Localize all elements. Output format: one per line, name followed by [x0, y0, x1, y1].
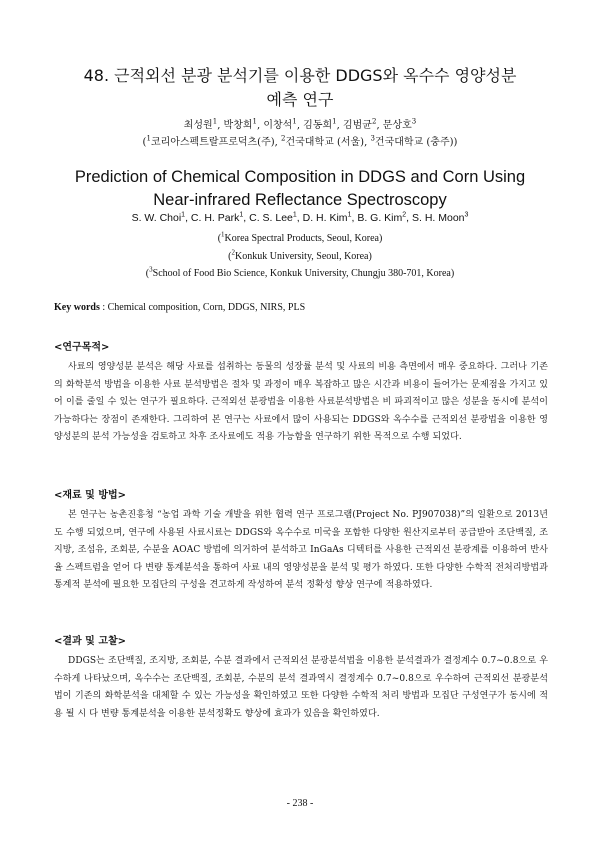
- section-heading: <연구목적>: [54, 342, 110, 353]
- section-body: 본 연구는 농촌진흥청 “농업 과학 기술 개발을 위한 협력 연구 프로그램(Project No. PJ907038)”의 일환으로 2013년도 수행 되었으며, 연구에 사용된 사료시료는 DDGS와 옥수수로 미국을 포함한 다양한 원산지로부터 공급받아 조단백질, 조지방, 조섬유, 조회분, 수분을 AOAC 방법에 의거하여 분석하고 InGaAs 디텍터를 사용한 근적외선 분광계를 이용하여 반사율 스펙트럼을 얻어 다 변량 통계분석을 통하여 사료 내의 영양성분을 분석 및 평가 하였다. 또한 다양한 수학적 전처리방법과 통계적 분석에 필요한 모집단의 구성을 견고하게 작성하여 분석 정확성 향상 연구에 적용하였다.: [54, 510, 548, 591]
- affiliation-text: 코리아스펙트랄프로덕츠(주),: [150, 137, 282, 148]
- korean-author-list: 최성원$^1$, 박창희$^1$, 이창석$^1$, 김동희$^1$, 김범균$^2$, 문상호$^3$: [183, 117, 417, 131]
- keywords: [54, 302, 546, 313]
- korean-title-line-1: 48. 근적외선 분광 분석기를 이용한 DDGS와 옥수수 영양성분: [83, 66, 517, 85]
- english-affiliation-3: ($^3$School of Food Bio Science, Konkuk University, Chungju 380-701, Korea): [145, 265, 455, 279]
- affiliation-superscript: 1: [221, 230, 225, 239]
- section-heading: <재료 및 방법>: [54, 490, 127, 501]
- section-purpose: [54, 338, 548, 447]
- author-name: 박창희: [223, 120, 253, 131]
- korean-title: [40, 64, 560, 112]
- section-body: DDGS는 조단백질, 조지방, 조회분, 수분 결과에서 근적외선 분광분석법을 이용한 분석결과가 결정계수 0.7~0.8으로 우수하게 나타났으며, 옥수수는 조단백질, 조회분, 수분의 분석 결과역시 결정계수 0.7~0.8으로 우수하여 근적외선 분광분석법이 기존의 화학분석을 대체할 수 있는 가능성을 확인하였고 또한 다양한 수학적 처리 방법과 모집단 구성연구가 동시에 적용 될 시 다 변량 통계분석을 이용한 분석정확도 향상에 효과가 있음을 확인하였다.: [54, 656, 548, 719]
- author-superscript: 1: [181, 211, 186, 219]
- author-superscript: 1: [252, 117, 257, 126]
- author-name: 김동희: [303, 120, 333, 131]
- author-name: S. W. Choi: [131, 212, 182, 224]
- english-affiliation-2: ($^2$Konkuk University, Seoul, Korea): [228, 248, 372, 262]
- author-name: C. H. Park: [190, 212, 240, 224]
- author-name: 최성원: [183, 120, 213, 131]
- author-superscript: 2: [402, 211, 407, 219]
- korean-title-line-2: 예측 연구: [266, 90, 334, 109]
- english-title-line-1: Prediction of Chemical Composition in DDGS and Corn Using: [74, 168, 526, 186]
- affiliation-text: 건국대학교 (서울),: [285, 137, 371, 148]
- author-name: 이창석: [263, 120, 293, 131]
- author-name: D. H. Kim: [302, 212, 348, 224]
- english-title: [30, 166, 570, 212]
- author-superscript: 3: [464, 211, 469, 219]
- english-affiliation-1: ($^1$Korea Spectral Products, Seoul, Korea): [217, 230, 383, 244]
- section-body: 사료의 영양성분 분석은 해당 사료를 섭취하는 동물의 성장률 분석 및 사료의 비용 측면에서 매우 중요하다. 그러나 기존의 화학분석 방법을 이용한 사료 분석방법은 절차 및 과정이 매우 복잡하고 많은 시간과 비용이 들어가는 문제점을 가지고 있어 이를 줄일 수 있는 연구가 필요하다. 근적외선 분광법을 이용한 사료분석방법은 비 파괴적이고 많은 성분을 동시에 분석이 가능하다는 장점이 존재한다. 그리하여 본 연구는 사료에서 많이 사용되는 DDGS와 옥수수를 근적외선 분광법을 이용한 영양성분의 분석 가능성을 검토하고 차후 조사료에도 적용 가능함을 연구하기 위한 목적으로 수행 되었다.: [54, 362, 548, 443]
- korean-affiliation: ($^1$코리아스펙트랄프로덕츠(주), $^2$건국대학교 (서울), $^3$건국대학교 (충주)): [142, 134, 458, 148]
- author-name: 김범균: [342, 120, 372, 131]
- author-name: B. G. Kim: [357, 212, 403, 224]
- english-author-list: S. W. Choi$^1$, C. H. Park$^1$, C. S. Lee$^1$, D. H. Kim$^1$, B. G. Kim$^2$, S. H. Moon$^3$: [131, 211, 469, 224]
- section-heading: <결과 및 고찰>: [54, 636, 127, 647]
- author-superscript: 2: [371, 117, 377, 126]
- keywords-label: Key words: [54, 302, 100, 313]
- affiliation-superscript: 3: [149, 265, 153, 274]
- affiliation-text: 건국대학교 (충주): [374, 137, 454, 148]
- author-superscript: 1: [292, 117, 297, 126]
- author-superscript: 1: [332, 117, 337, 126]
- affiliation-text: Korea Spectral Products, Seoul, Korea: [224, 233, 379, 244]
- affiliation-superscript: 1: [146, 134, 151, 143]
- author-superscript: 1: [347, 211, 352, 219]
- affiliation-superscript: 3: [370, 134, 375, 143]
- affiliation-text: School of Food Bio Science, Konkuk University, Chungju 380-701, Korea: [152, 268, 451, 279]
- section-results: [54, 632, 548, 723]
- author-superscript: 1: [239, 211, 244, 219]
- author-name: C. S. Lee: [249, 212, 293, 224]
- page-number: - 238 -: [286, 798, 314, 809]
- section-methods: [54, 486, 548, 595]
- author-name: S. H. Moon: [412, 212, 465, 224]
- author-superscript: 3: [411, 117, 417, 126]
- author-superscript: 1: [212, 117, 218, 126]
- author-name: 문상호: [382, 120, 412, 131]
- affiliation-superscript: 2: [281, 134, 286, 143]
- keywords-value: : Chemical composition, Corn, DDGS, NIRS, PLS: [99, 302, 306, 313]
- author-superscript: 1: [292, 211, 297, 219]
- affiliation-text: Konkuk University, Seoul, Korea: [235, 251, 369, 262]
- affiliation-superscript: 2: [231, 248, 235, 257]
- english-title-line-2: Near-infrared Reflectance Spectroscopy: [153, 191, 447, 209]
